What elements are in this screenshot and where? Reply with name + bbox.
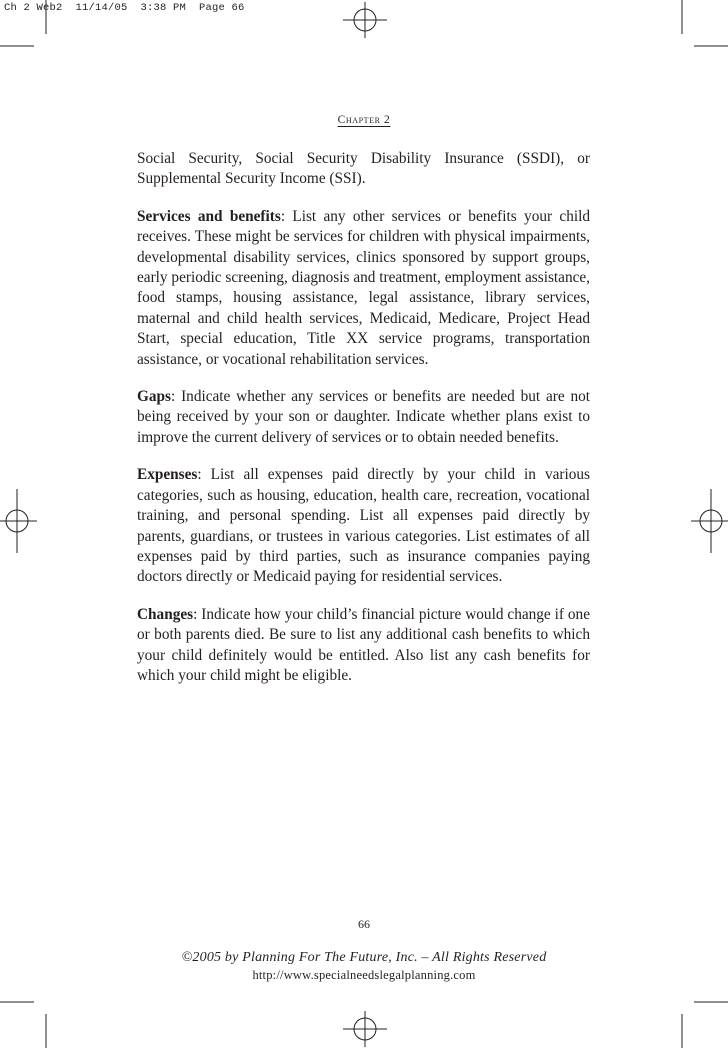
crop-mark-bottom-left	[0, 1002, 46, 1048]
paragraph-term: Expenses	[137, 466, 198, 484]
paragraph-text: Social Security, Social Security Disability Insurance (SSDI), or Supplemental Security Income (SSI).	[137, 150, 590, 188]
paragraph-text: : List any other services or benefits your child receives. These might be services for children with physical impairments, developmental disability services, clinics sponsored by support groups, early periodic screening, diagnosis and treatment, employment assistance, food stamps, housing assistance, legal assistance, library services, maternal and child health services, Medicaid, Medicare, Project Head Start, special education, Title XX service programs, transportation assistance, or vocational rehabilitation services.	[137, 207, 590, 368]
paragraph	[137, 465, 590, 587]
registration-mark-right	[691, 489, 728, 553]
paragraph-text: : List all expenses paid directly by your child in various categories, such as housing, education, health care, recreation, vocational training, and personal spending. List all expenses paid directly by parents, guardians, or trustees in various categories. List estimates of all expenses paid by third parties, such as insurance companies paying doctors directly or Medicaid paying for residential services.	[137, 466, 590, 586]
crop-mark-bottom-right	[682, 1002, 728, 1048]
registration-mark-top	[343, 2, 387, 38]
registration-mark-bottom	[343, 1011, 387, 1047]
paragraph	[137, 387, 590, 448]
footer-copyright: ©2005 by Planning For The Future, Inc. – All Rights Reserved	[181, 950, 547, 965]
crop-mark-top-left	[0, 0, 46, 46]
paragraph-term: Services and benefits	[137, 207, 281, 225]
page-number: 66	[358, 917, 370, 931]
slug-line: Ch 2 Web2 11/14/05 3:38 PM Page 66	[4, 2, 245, 14]
paragraph	[137, 149, 590, 190]
body-text	[137, 149, 590, 703]
paragraph-term: Gaps	[137, 388, 172, 406]
crop-mark-top-right	[682, 0, 728, 46]
footer-url: http://www.specialneedslegalplanning.com	[252, 968, 476, 982]
paragraph	[137, 207, 590, 370]
paragraph-text: : Indicate how your child’s financial picture would change if one or both parents died. Be sure to list any additional cash benefits to which your child definitely would be entitled. Also list any cash benefits for which your child might be eligible.	[137, 605, 590, 684]
paragraph	[137, 605, 590, 687]
running-head: Chapter 2	[337, 114, 391, 126]
paragraph-text: : Indicate whether any services or benefits are needed but are not being received by your son or daughter. Indicate whether plans exist to improve the current delivery of services or to obtain needed benefits.	[137, 388, 590, 446]
registration-mark-left	[0, 489, 37, 553]
paragraph-term: Changes	[137, 605, 194, 623]
